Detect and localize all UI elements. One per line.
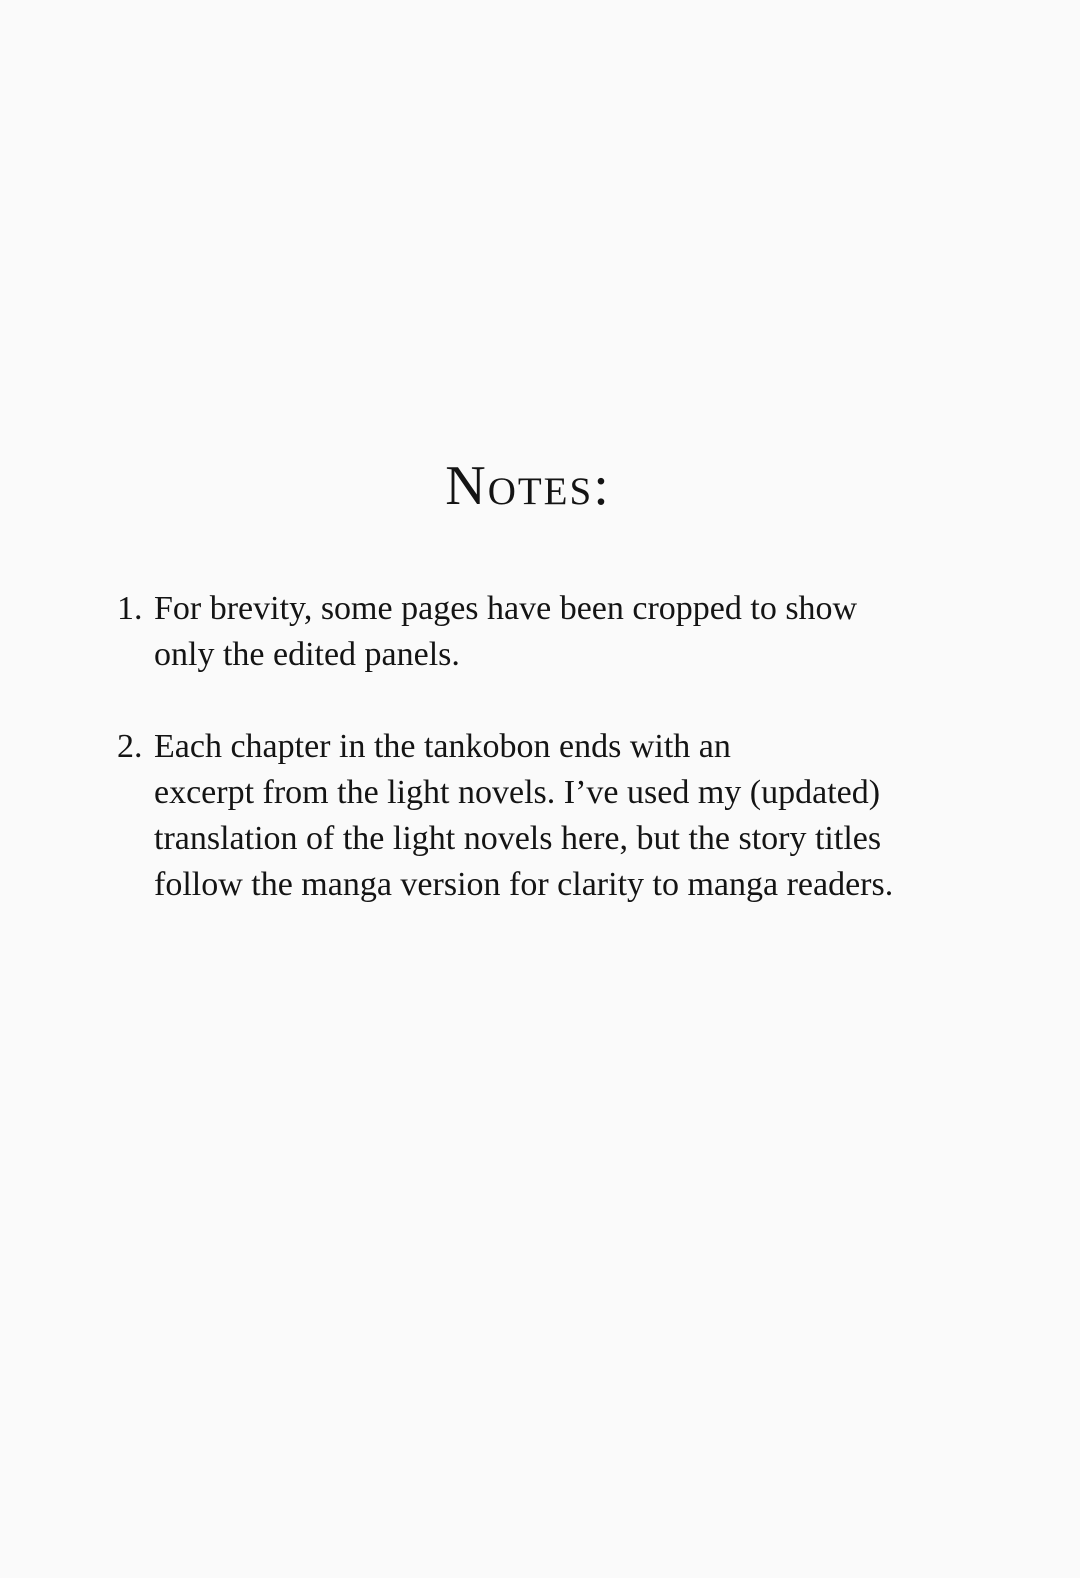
- note-text-line: only the edited panels.: [154, 636, 460, 673]
- note-text-line: excerpt from the light novels. I’ve used my (updated): [154, 774, 881, 811]
- notes-list: [117, 586, 1017, 908]
- note-text-line: follow the manga version for clarity to manga readers.: [154, 866, 894, 903]
- note-number: 1.: [117, 590, 143, 627]
- note-text-line: For brevity, some pages have been cropped to show: [154, 590, 858, 627]
- page-title: Notes:: [445, 455, 611, 517]
- note-number: 2.: [117, 728, 143, 765]
- note-item: [117, 724, 1017, 908]
- note-item: [117, 586, 1017, 678]
- note-text-line: translation of the light novels here, but the story titles: [154, 820, 882, 857]
- note-text-line: Each chapter in the tankobon ends with an: [154, 728, 731, 765]
